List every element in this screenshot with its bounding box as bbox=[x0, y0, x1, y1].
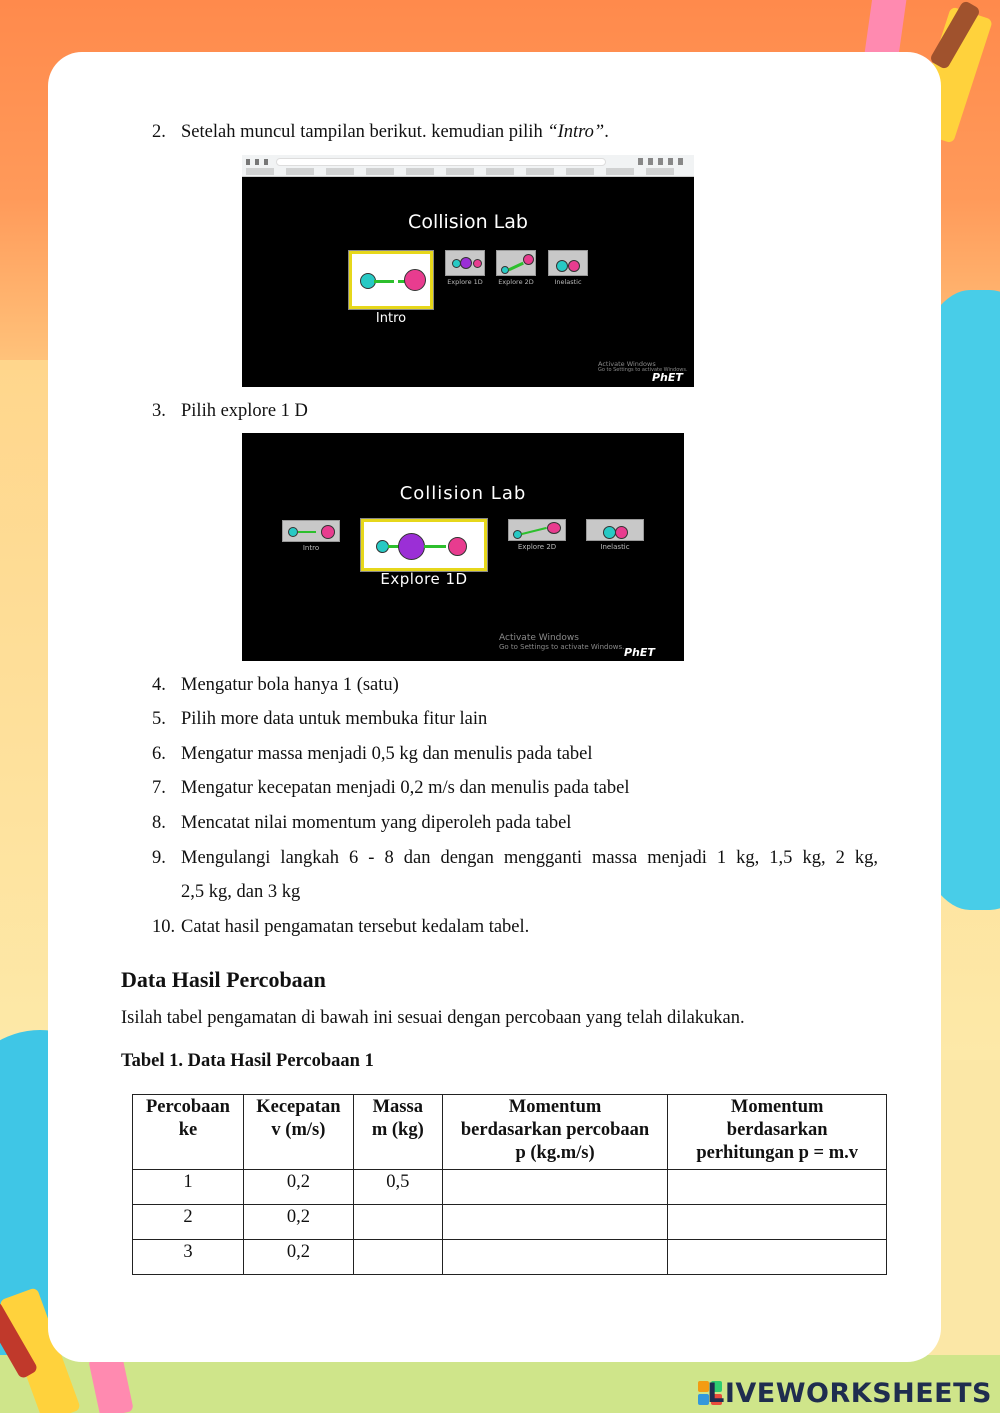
results-table bbox=[132, 1094, 887, 1275]
velocity-arrow-icon bbox=[521, 527, 547, 535]
inelastic-thumbnail[interactable] bbox=[548, 250, 588, 276]
step-number: 7. bbox=[152, 778, 166, 798]
step-text-main: Setelah muncul tampilan berikut. kemudian pilih bbox=[181, 122, 548, 142]
cell-trial: 3 bbox=[133, 1240, 244, 1275]
ball-icon bbox=[547, 522, 561, 534]
collision-lab-screenshot-1 bbox=[242, 155, 694, 387]
intro-label: Intro bbox=[302, 544, 320, 552]
ball-icon bbox=[404, 269, 426, 291]
cell-momentum-calculation-input[interactable] bbox=[668, 1240, 887, 1275]
explore-1d-label: Explore 1D bbox=[380, 570, 468, 588]
step-number: 9. bbox=[152, 848, 166, 868]
step-number: 3. bbox=[152, 401, 166, 421]
ball-icon bbox=[501, 266, 509, 274]
cell-trial: 1 bbox=[133, 1170, 244, 1205]
table-row bbox=[133, 1170, 887, 1205]
velocity-arrow-icon bbox=[424, 545, 446, 548]
table-row bbox=[133, 1240, 887, 1275]
explore-1d-screen-thumbnail[interactable] bbox=[361, 519, 487, 571]
step-number: 4. bbox=[152, 675, 166, 695]
phet-logo: PhET bbox=[652, 371, 683, 384]
step-text bbox=[181, 120, 609, 144]
collision-lab-screenshot-2 bbox=[242, 433, 684, 661]
header-momentum-calculation: Momentum berdasarkan perhitungan p = m.v bbox=[668, 1095, 887, 1170]
step-text: Mengatur kecepatan menjadi 0,2 m/s dan menulis pada tabel bbox=[181, 778, 630, 798]
step-text: Pilih more data untuk membuka fitur lain bbox=[181, 709, 488, 729]
section-instruction: Isilah tabel pengamatan di bawah ini sesuai dengan percobaan yang telah dilakukan. bbox=[121, 1008, 745, 1028]
cell-mass-input[interactable] bbox=[353, 1240, 442, 1275]
step-text-continued: 2,5 kg, dan 3 kg bbox=[181, 882, 301, 902]
section-heading: Data Hasil Percobaan bbox=[121, 967, 326, 992]
cell-momentum-experiment-input[interactable] bbox=[442, 1205, 668, 1240]
cell-velocity: 0,2 bbox=[243, 1170, 353, 1205]
ball-icon bbox=[288, 527, 298, 537]
cell-mass-input[interactable] bbox=[353, 1205, 442, 1240]
step-text-tail: . bbox=[604, 122, 609, 142]
intro-thumbnail[interactable] bbox=[282, 520, 340, 542]
step-text: Pilih explore 1 D bbox=[181, 401, 308, 421]
lab-title: Collision Lab bbox=[408, 211, 528, 233]
browser-address-bar bbox=[276, 158, 606, 166]
lab-title: Collision Lab bbox=[399, 483, 527, 504]
cell-trial: 2 bbox=[133, 1205, 244, 1240]
cell-momentum-calculation-input[interactable] bbox=[668, 1205, 887, 1240]
explore-1d-thumbnail[interactable] bbox=[445, 250, 485, 276]
ball-icon bbox=[523, 254, 534, 265]
ball-icon bbox=[321, 525, 335, 539]
ball-icon bbox=[448, 537, 467, 556]
inelastic-label: Inelastic bbox=[554, 278, 582, 286]
cell-velocity: 0,2 bbox=[243, 1240, 353, 1275]
step-number: 8. bbox=[152, 813, 166, 833]
explore-2d-thumbnail[interactable] bbox=[508, 519, 566, 541]
cell-momentum-experiment-input[interactable] bbox=[442, 1240, 668, 1275]
watermark-line: Go to Settings to activate Windows. bbox=[499, 643, 625, 652]
step-text: Mengulangi langkah 6 - 8 dan dengan mengganti massa menjadi 1 kg, 1,5 kg, 2 kg, bbox=[181, 848, 878, 868]
intro-screen-thumbnail[interactable] bbox=[349, 251, 433, 309]
step-text: Mengatur massa menjadi 0,5 kg dan menulis pada tabel bbox=[181, 744, 593, 764]
phet-logo: PhET bbox=[624, 646, 655, 659]
browser-nav-icons bbox=[246, 159, 272, 165]
browser-toolbar bbox=[242, 155, 694, 177]
header-trial-number: Percobaan ke bbox=[133, 1095, 244, 1170]
ball-icon bbox=[398, 533, 425, 560]
step-number: 5. bbox=[152, 709, 166, 729]
browser-bookmarks-bar bbox=[246, 168, 686, 175]
ball-icon bbox=[460, 257, 472, 269]
watermark-line: Go to Settings to activate Windows. bbox=[598, 367, 688, 374]
cell-velocity: 0,2 bbox=[243, 1205, 353, 1240]
velocity-arrow-icon bbox=[374, 280, 394, 283]
ball-icon bbox=[473, 259, 482, 268]
step-number: 10. bbox=[152, 917, 176, 937]
table-row bbox=[133, 1205, 887, 1240]
header-momentum-experiment: Momentum berdasarkan percobaan p (kg.m/s) bbox=[442, 1095, 668, 1170]
browser-extension-icons bbox=[638, 158, 688, 165]
inelastic-thumbnail[interactable] bbox=[586, 519, 644, 541]
intro-label: Intro bbox=[375, 311, 407, 326]
table-header-row bbox=[133, 1095, 887, 1170]
explore-1d-label: Explore 1D bbox=[447, 278, 483, 286]
step-text: Mencatat nilai momentum yang diperoleh pada tabel bbox=[181, 813, 572, 833]
explore-2d-label: Explore 2D bbox=[517, 543, 557, 551]
header-velocity: Kecepatan v (m/s) bbox=[243, 1095, 353, 1170]
cell-mass: 0,5 bbox=[353, 1170, 442, 1205]
step-number: 6. bbox=[152, 744, 166, 764]
watermark-line: Activate Windows bbox=[598, 360, 656, 368]
inelastic-label: Inelastic bbox=[600, 543, 630, 551]
explore-2d-thumbnail[interactable] bbox=[496, 250, 536, 276]
step-number: 2. bbox=[152, 122, 166, 142]
header-mass: Massa m (kg) bbox=[353, 1095, 442, 1170]
ball-icon bbox=[556, 260, 568, 272]
step-text-emphasis: “Intro” bbox=[547, 122, 605, 142]
velocity-arrow-icon bbox=[298, 531, 316, 533]
ball-icon bbox=[615, 526, 628, 539]
liveworksheets-brand[interactable]: LIVEWORKSHEETS bbox=[707, 1378, 992, 1409]
cell-momentum-experiment-input[interactable] bbox=[442, 1170, 668, 1205]
watermark-line: Activate Windows bbox=[499, 633, 579, 643]
ball-icon bbox=[568, 260, 580, 272]
table-caption: Tabel 1. Data Hasil Percobaan 1 bbox=[121, 1051, 374, 1071]
step-text: Mengatur bola hanya 1 (satu) bbox=[181, 675, 399, 695]
explore-2d-label: Explore 2D bbox=[498, 278, 534, 286]
cell-momentum-calculation-input[interactable] bbox=[668, 1170, 887, 1205]
velocity-arrow-icon bbox=[508, 262, 524, 271]
activate-windows-watermark bbox=[499, 633, 624, 651]
step-text: Catat hasil pengamatan tersebut kedalam tabel. bbox=[181, 917, 530, 937]
